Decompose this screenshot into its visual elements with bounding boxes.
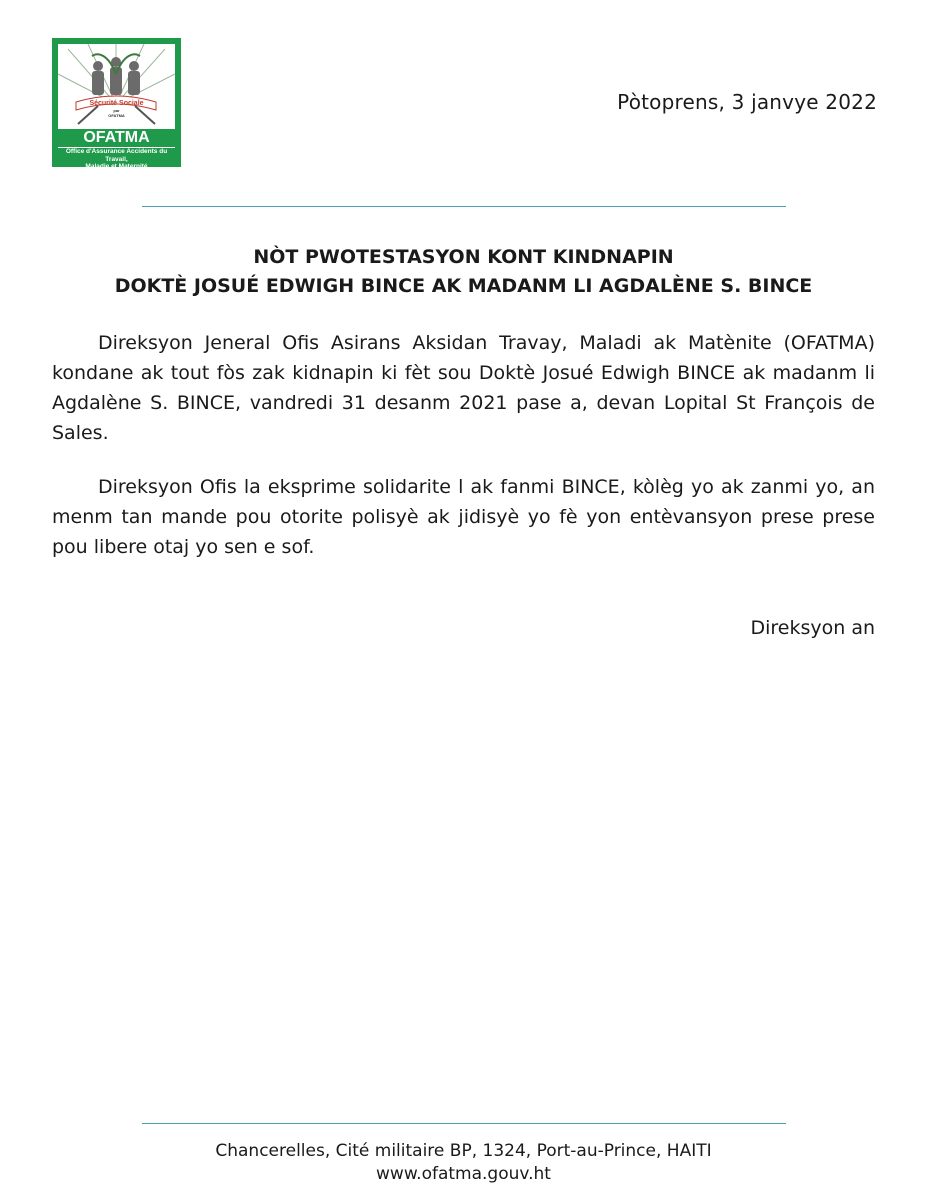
document-title	[0, 243, 927, 301]
logo-caption: Office d'Assurance Accidents du Travail, Maladie et Maternité	[58, 148, 175, 162]
ofatma-logo	[52, 38, 181, 170]
footer-address: Chancerelles, Cité militaire BP, 1324, Port-au-Prince, HAITI	[215, 1141, 712, 1161]
body-paragraph-2: Direksyon Ofis la eksprime solidarite l ak fanmi BINCE, kòlèg yo ak zanmi yo, an menm tan mande pou otorite polisyè ak jidisyè yo fè yon entèvansyon prese prese pou libere otaj yo sen e sof.	[52, 476, 875, 558]
title-line-2: DOKTÈ JOSUÉ EDWIGH BINCE AK MADANM LI AGDALÈNE S. BINCE	[114, 275, 813, 297]
header-divider	[142, 206, 786, 207]
body-paragraph-1: Direksyon Jeneral Ofis Asirans Aksidan Travay, Maladi ak Matènite (OFATMA) kondane ak tout fòs zak kidnapin ki fèt sou Doktè Josué Edwigh BINCE ak madanm li Agdalène S. BINCE, vandredi 31 desanm 2021 pase a, devan Lopital St François de Sales.	[52, 332, 875, 444]
title-line-1: NÒT PWOTESTASYON KONT KINDNAPIN	[253, 246, 674, 268]
footer-divider	[142, 1123, 786, 1124]
footer	[0, 1140, 927, 1186]
logo-seal-text: Sécurité Sociale par OFATMA	[89, 100, 144, 118]
logo-name: OFATMA	[58, 129, 175, 147]
logo-emblem	[58, 44, 175, 170]
letter-date: Pòtoprens, 3 janvye 2022	[617, 90, 877, 114]
signature: Direksyon an	[750, 617, 875, 639]
footer-website[interactable]: www.ofatma.gouv.ht	[376, 1164, 551, 1184]
